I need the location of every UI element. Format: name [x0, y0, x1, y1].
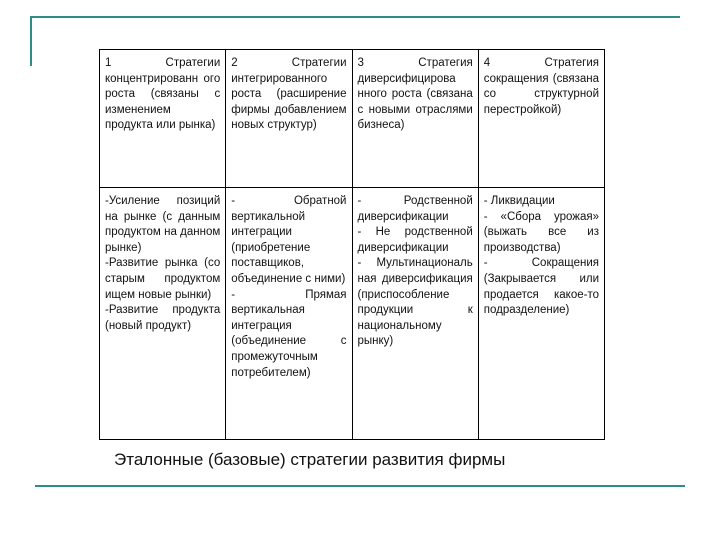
detail-cell-diversified: - Родственной диверсификации - Не родственной диверсификации - Мультинациональ ная диверсификация (приспособление продукции к национальному рынку)	[352, 188, 478, 440]
bottom-accent-rule	[35, 485, 685, 487]
left-accent-rule	[30, 16, 32, 66]
header-cell-concentrated: 1 Стратегии концентрированн ого роста (связаны с изменением продукта или рынка)	[100, 50, 226, 188]
detail-cell-reduction: - Ликвидации - «Сбора урожая» (выжать все из производства) - Сокращения (Закрывается или продается какое-то подразделение)	[478, 188, 604, 440]
header-cell-diversified: 3 Стратегия диверсифицирова нного роста (связана с новыми отраслями бизнеса)	[352, 50, 478, 188]
header-cell-integrated: 2 Стратегии интегрированного роста (расширение фирмы добавлением новых структур)	[226, 50, 352, 188]
slide-caption: Эталонные (базовые) стратегии развития фирмы	[114, 450, 506, 469]
table-header-row	[100, 50, 605, 188]
detail-cell-integrated: - Обратной вертикальной интеграции (приобретение поставщиков, объединение с ними) - Прямая вертикальная интеграция (объединение с промежуточным потребителем)	[226, 188, 352, 440]
strategies-table	[99, 49, 605, 440]
top-accent-rule	[30, 16, 680, 18]
detail-cell-concentrated: -Усиление позиций на рынке (с данным продуктом на данном рынке) -Развитие рынка (со старым продуктом ищем новые рынки) -Развитие продукта (новый продукт)	[100, 188, 226, 440]
table-details-row	[100, 188, 605, 440]
header-cell-reduction: 4 Стратегия сокращения (связана со структурной перестройкой)	[478, 50, 604, 188]
